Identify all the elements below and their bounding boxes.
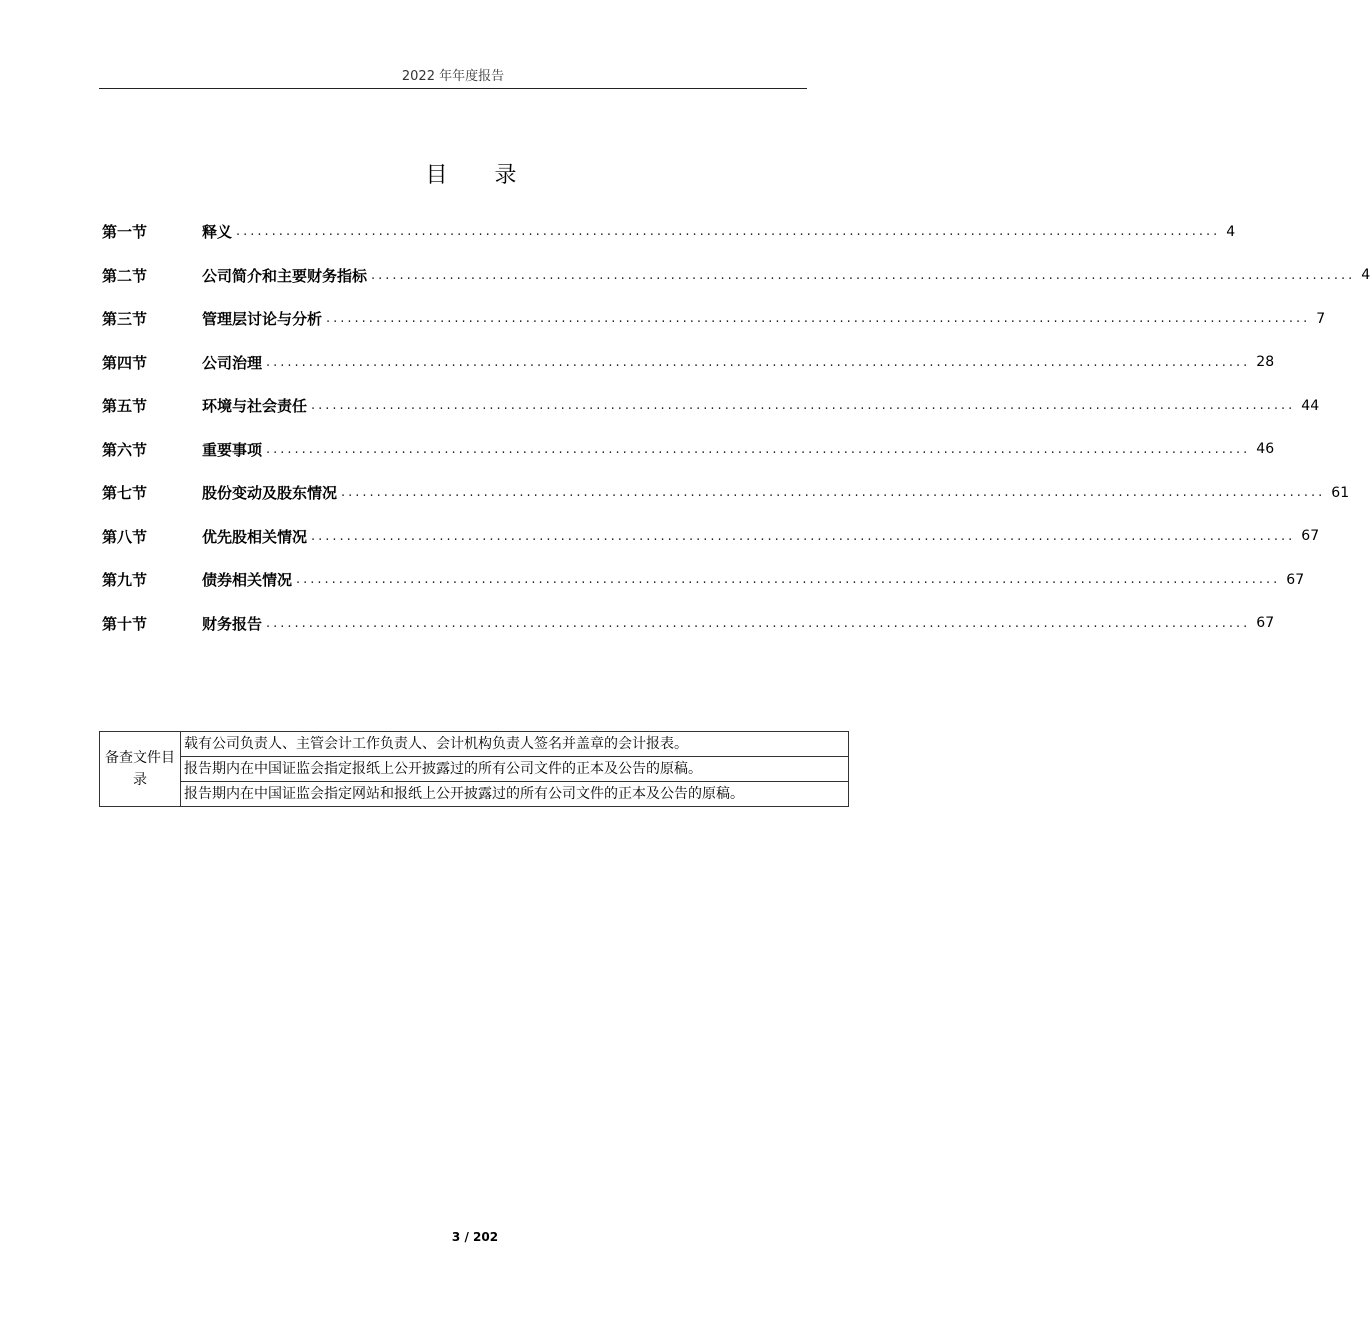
- reference-doc-item: 载有公司负责人、主管会计工作负责人、会计机构负责人签名并盖章的会计报表。: [181, 732, 849, 757]
- toc-chapter: 第九节: [102, 571, 148, 590]
- toc-page-number: 4: [1226, 223, 1236, 240]
- toc-page-number: 7: [1316, 310, 1326, 327]
- table-of-contents: [102, 210, 1370, 645]
- toc-leader-dots: ..........................................................................................................................................: [311, 398, 1296, 414]
- toc-title: 管理层讨论与分析: [202, 310, 323, 329]
- toc-title: 债券相关情况: [202, 571, 293, 590]
- toc-chapter: 第十节: [102, 614, 148, 633]
- toc-leader-dots: ..........................................................................................................................................: [266, 615, 1251, 631]
- toc-row[interactable]: [102, 471, 1350, 515]
- toc-row[interactable]: [102, 341, 1275, 385]
- toc-row[interactable]: [102, 558, 1305, 602]
- toc-row[interactable]: [102, 210, 1236, 254]
- toc-leader-dots: ..........................................................................................................................................: [296, 572, 1281, 588]
- table-row: [100, 782, 849, 807]
- table-row: [100, 757, 849, 782]
- reference-doc-item: 报告期内在中国证监会指定网站和报纸上公开披露过的所有公司文件的正本及公告的原稿。: [181, 782, 849, 807]
- toc-leader-dots: ..........................................................................................................................................: [341, 485, 1326, 501]
- reference-docs-label: 备查文件目录: [100, 732, 181, 807]
- toc-row[interactable]: [102, 384, 1320, 428]
- toc-row[interactable]: [102, 515, 1320, 559]
- page-title: 目 录: [425, 163, 537, 188]
- toc-page-number: 67: [1256, 615, 1275, 632]
- toc-title: 公司治理: [202, 353, 263, 372]
- toc-page-number: 67: [1301, 528, 1320, 545]
- toc-title: 释义: [202, 223, 233, 242]
- toc-page-number: 46: [1256, 441, 1275, 458]
- page-number-indicator: 3 / 202: [451, 1230, 499, 1244]
- toc-leader-dots: ..........................................................................................................................................: [371, 267, 1356, 283]
- header-text: 2022 年年度报告: [401, 69, 505, 84]
- toc-title: 公司简介和主要财务指标: [202, 266, 368, 285]
- toc-page-number: 61: [1331, 484, 1350, 501]
- toc-chapter: 第四节: [102, 353, 148, 372]
- toc-leader-dots: ..........................................................................................................................................: [266, 354, 1251, 370]
- toc-page-number: 4: [1361, 267, 1370, 284]
- toc-page-number: 44: [1301, 397, 1320, 414]
- toc-title: 优先股相关情况: [202, 527, 308, 546]
- toc-row[interactable]: [102, 428, 1275, 472]
- toc-leader-dots: ..........................................................................................................................................: [236, 224, 1221, 240]
- table-row: [100, 732, 849, 757]
- toc-chapter: 第七节: [102, 484, 148, 503]
- page-header: [99, 66, 807, 89]
- toc-row[interactable]: [102, 297, 1326, 341]
- reference-documents-table: [99, 731, 849, 807]
- toc-leader-dots: ..........................................................................................................................................: [311, 528, 1296, 544]
- toc-chapter: 第一节: [102, 223, 148, 242]
- toc-page-number: 28: [1256, 354, 1275, 371]
- toc-title: 环境与社会责任: [202, 397, 308, 416]
- toc-chapter: 第三节: [102, 310, 148, 329]
- reference-doc-item: 报告期内在中国证监会指定报纸上公开披露过的所有公司文件的正本及公告的原稿。: [181, 757, 849, 782]
- toc-chapter: 第八节: [102, 527, 148, 546]
- toc-page-number: 67: [1286, 571, 1305, 588]
- toc-title: 股份变动及股东情况: [202, 484, 338, 503]
- page-footer: [0, 1230, 950, 1244]
- toc-row[interactable]: [102, 602, 1275, 646]
- toc-leader-dots: ..........................................................................................................................................: [266, 441, 1251, 457]
- toc-chapter: 第五节: [102, 397, 148, 416]
- toc-chapter: 第六节: [102, 440, 148, 459]
- toc-row[interactable]: [102, 254, 1370, 298]
- toc-leader-dots: ..........................................................................................................................................: [326, 311, 1311, 327]
- toc-title: 重要事项: [202, 440, 263, 459]
- toc-title: 财务报告: [202, 614, 263, 633]
- toc-chapter: 第二节: [102, 266, 148, 285]
